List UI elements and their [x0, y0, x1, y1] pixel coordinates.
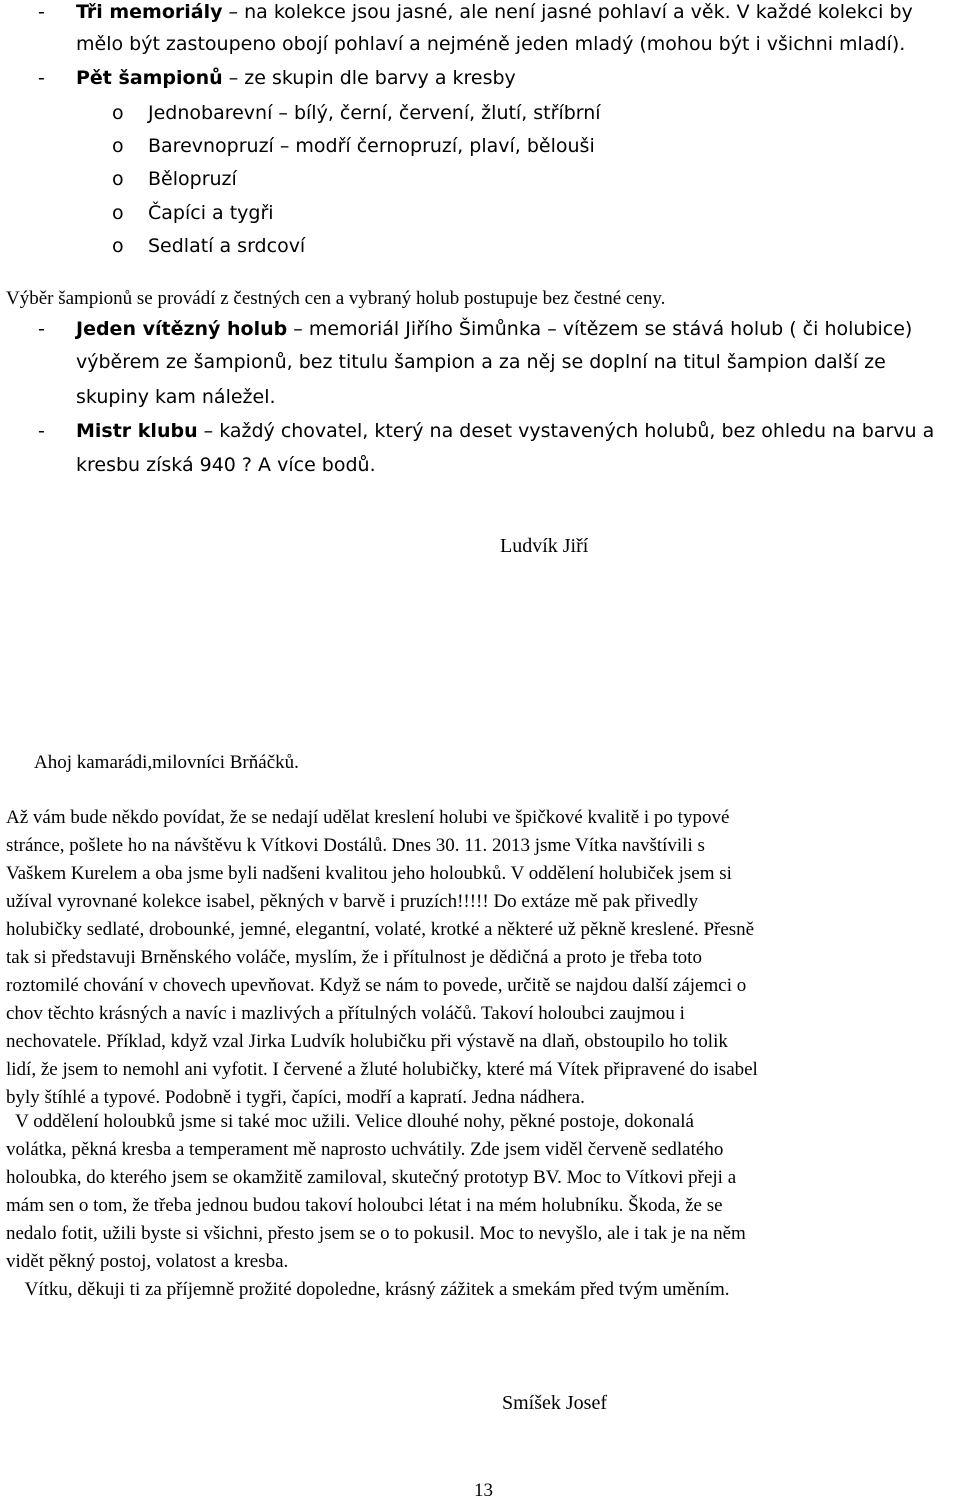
sublist-item: Čapíci a tygři	[148, 202, 274, 224]
list-bullet: -	[38, 420, 45, 442]
list-item-line	[76, 419, 934, 443]
sublist-bullet: o	[112, 235, 124, 257]
sublist-item: Sedlatí a srdcoví	[148, 235, 306, 257]
list-item-heading: Pět šampionů	[76, 67, 223, 89]
list-bullet: -	[38, 1, 45, 23]
article-line: nedalo fotit, užili byste si všichni, přesto jsem se o to pokusil. Moc to nevyšlo, ale i tak je na něm	[6, 1223, 746, 1244]
list-item-line	[76, 317, 912, 341]
selection-note: Výběr šampionů se provádí z čestných cen a vybraný holub postupuje bez čestné ceny.	[6, 288, 666, 309]
article-paragraph	[6, 1108, 950, 1276]
sublist-item: Bělopruzí	[148, 168, 237, 190]
list-item-heading: Tři memoriály	[76, 1, 223, 23]
article-line: chov těchto krásných a navíc i mazlivých a přítulných voláčů. Takoví holoubci zaujmou i	[6, 1003, 685, 1024]
list-item-line: kresbu získá 940 ? A více bodů.	[76, 454, 376, 476]
article-line: holubičky sedlaté, drobounké, jemné, elegantní, volaté, krotké a některé už pěkně kreslené. Přesně	[6, 919, 755, 940]
page-number: 13	[474, 1480, 493, 1501]
sublist-bullet: o	[112, 102, 124, 124]
sublist-item: Jednobarevní – bílý, černí, červení, žlutí, stříbrní	[148, 102, 601, 124]
article-line: tak si představuji Brněnského voláče, myslím, že i přítulnost je dědičná a proto je třeba toto	[6, 947, 702, 968]
sublist-item: Barevnopruzí – modří černopruzí, plaví, bělouši	[148, 135, 595, 157]
list-item-line: mělo být zastoupeno obojí pohlaví a nejméně jeden mladý (mohou být i všichni mladí).	[76, 33, 906, 55]
author-signature: Ludvík Jiří	[500, 535, 589, 557]
list-item-text: – memoriál Jiřího Šimůnka – vítězem se stává holub ( či holubice)	[287, 318, 913, 340]
article-line: Vaškem Kurelem a oba jsme byli nadšeni kvalitou jeho holoubků. V oddělení holubiček jsem si	[6, 863, 732, 884]
article-line: nechovatele. Příklad, když vzal Jirka Ludvík holubičku při výstavě na dlaň, obstoupilo ho tolik	[6, 1031, 728, 1052]
list-item-line	[76, 0, 913, 24]
article-closing-line: Vítku, děkuji ti za příjemně prožité dopoledne, krásný zážitek a smekám před tvým uměním.	[6, 1279, 730, 1300]
article-line: vidět pěkný postoj, volatost a kresba.	[6, 1251, 289, 1272]
greeting: Ahoj kamarádi,milovníci Brňáčků.	[34, 752, 299, 773]
article-paragraph	[6, 804, 950, 1112]
sublist-bullet: o	[112, 202, 124, 224]
list-item-line	[76, 66, 516, 90]
article-line: užíval vyrovnané kolekce isabel, pěkných v barvě i pruzích!!!!! Do extáze mě pak přivedly	[6, 891, 699, 912]
article-line: stránce, pošlete ho na návštěvu k Vítkovi Dostálů. Dnes 30. 11. 2013 jsme Vítka navštívili s	[6, 835, 705, 856]
article-line: V oddělení holoubků jsme si také moc užili. Velice dlouhé nohy, pěkné postoje, dokonalá	[6, 1111, 694, 1132]
article-line: holoubka, do kterého jsem se okamžitě zamiloval, skutečný prototyp BV. Moc to Vítkovi přeji a	[6, 1167, 737, 1188]
article-line: byly štíhlé a typové. Podobně i tygři, čapíci, modří a kapratí. Jedna nádhera.	[6, 1087, 585, 1108]
list-bullet: -	[38, 67, 45, 89]
article-line: volátka, pěkná kresba a temperament mě naprosto uchvátily. Zde jsem viděl červeně sedlatého	[6, 1139, 724, 1160]
sublist-bullet: o	[112, 135, 124, 157]
list-item-text: – každý chovatel, který na deset vystavených holubů, bez ohledu na barvu a	[197, 420, 935, 442]
list-item-line: skupiny kam náležel.	[76, 386, 276, 408]
article-line: roztomilé chování v chovech upevňovat. Když se nám to povede, určitě se najdou další zájemci o	[6, 975, 747, 996]
article-line: mám sen o tom, že třeba jednou budou takoví holoubci létat i na mém holubníku. Škoda, že se	[6, 1195, 723, 1216]
list-item-line: výběrem ze šampionů, bez titulu šampion a za něj se doplní na titul šampion další ze	[76, 351, 886, 373]
list-item-heading: Mistr klubu	[76, 420, 198, 442]
list-bullet: -	[38, 318, 45, 340]
list-item-text: – ze skupin dle barvy a kresby	[222, 67, 516, 89]
list-item-heading: Jeden vítězný holub	[76, 318, 288, 340]
sublist-bullet: o	[112, 168, 124, 190]
author-signature: Smíšek Josef	[502, 1392, 607, 1414]
article-line: Až vám bude někdo povídat, že se nedají udělat kreslení holubi ve špičkové kvalitě i po typové	[6, 807, 730, 828]
article-line: lidí, že jsem to nemohl ani vyfotit. I červené a žluté holubičky, které má Vítek připravené do isabel	[6, 1059, 758, 1080]
list-item-text: – na kolekce jsou jasné, ale není jasné pohlaví a věk. V každé kolekci by	[222, 1, 913, 23]
